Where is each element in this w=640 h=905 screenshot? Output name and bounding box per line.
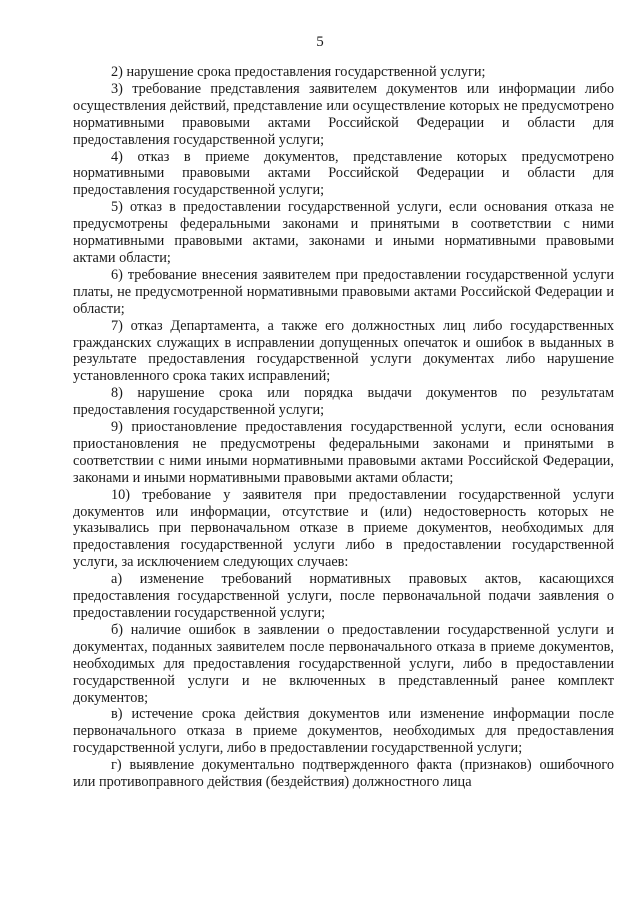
document-body <box>73 64 614 791</box>
paragraph-item-3: 3) требование представления заявителем документов или информации либо осуществления действий, представление или осуществление которых не предусмотрено нормативными правовыми актами Российской Федерации и области для предоставления государственной услуги; <box>73 80 614 148</box>
subparagraph-item-g: г) выявление документально подтвержденного факта (признаков) ошибочного или противоправного действия (бездействия) должностного лица <box>73 757 614 791</box>
paragraph-item-5: 5) отказ в предоставлении государственной услуги, если основания отказа не предусмотрены федеральными законами и принятыми в соответствии с ними нормативными правовыми актами, законами и иными нормативными правовыми актами области; <box>73 199 614 266</box>
paragraph-item-8: 8) нарушение срока или порядка выдачи документов по результатам предоставления государственной услуги; <box>73 385 614 419</box>
paragraph-item-6: 6) требование внесения заявителем при предоставлении государственной услуги платы, не предусмотренной нормативными правовыми актами Российской Федерации и области; <box>73 266 614 317</box>
subparagraph-item-b: б) наличие ошибок в заявлении о предоставлении государственной услуги и документах, поданных заявителем после первоначального отказа в приеме документов, необходимых для предоставления государственной услуги, либо в предоставлении государственной услуги и не включенных в представленный ранее комплект документов; <box>73 621 614 706</box>
paragraph-item-4: 4) отказ в приеме документов, представление которых предусмотрено нормативными правовыми актами Российской Федерации и области для предоставления государственной услуги; <box>73 148 614 199</box>
paragraph-item-10: 10) требование у заявителя при предоставлении государственной услуги документов или информации, отсутствие и (или) недостоверность которых не указывались при первоначальном отказе в приеме документов, необходимых для предоставления государственной услуги либо в предоставлении государственной услуги, за исключением следующих случаев: <box>73 486 614 571</box>
subparagraph-item-v: в) истечение срока действия документов или изменение информации после первоначального отказа в приеме документов, необходимых для предоставления государственной услуги, либо в предоставлении государственной услуги; <box>73 706 614 757</box>
paragraph-item-7: 7) отказ Департамента, а также его должностных лиц либо государственных гражданских служащих в исправлении допущенных опечаток и ошибок в выданных в результате предоставления государственной услуги документах либо нарушение установленного срока таких исправлений; <box>73 317 614 385</box>
paragraph-item-9: 9) приостановление предоставления государственной услуги, если основания приостановления не предусмотрены федеральными законами и принятыми в соответствии с ними иными нормативными правовыми актами Российской Федерации, законами и иными нормативными правовыми актами области; <box>73 419 614 486</box>
page-number: 5 <box>316 34 324 50</box>
paragraph-item-2: 2) нарушение срока предоставления государственной услуги; <box>111 64 486 80</box>
subparagraph-item-a: а) изменение требований нормативных правовых актов, касающихся предоставления государственной услуги, после первоначальной подачи заявления о предоставлении государственной услуги; <box>73 571 614 621</box>
